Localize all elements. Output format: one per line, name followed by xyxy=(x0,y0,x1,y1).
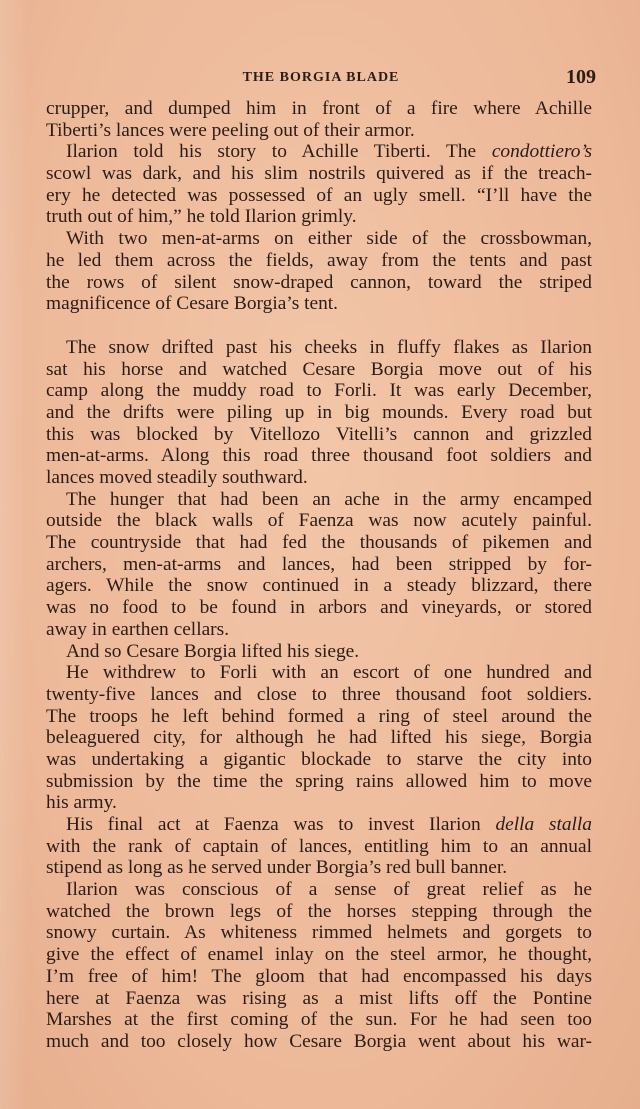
text-line: Ilarion told his story to Achille Tiberti. The condottiero’s xyxy=(66,141,592,163)
text-line: And so Cesare Borgia lifted his siege. xyxy=(66,640,360,662)
text-line: submission by the time the spring rains allowed him to move xyxy=(46,770,592,792)
text-line: camp along the muddy road to Forli. It was early December, xyxy=(46,380,592,402)
text-line: Ilarion was conscious of a sense of great relief as he xyxy=(66,879,592,901)
page-crease xyxy=(0,0,28,1109)
text-line: crupper, and dumped him in front of a fire where Achille xyxy=(46,98,592,119)
text-line: his army. xyxy=(46,792,117,814)
text-line: away in earthen cellars. xyxy=(46,618,230,640)
text-line: agers. While the snow continued in a steady blizzard, there xyxy=(46,575,592,597)
text-line: the rows of silent snow-draped cannon, toward the striped xyxy=(46,271,592,293)
page-header xyxy=(46,66,596,94)
text-line: this was blocked by Vitellozo Vitelli’s cannon and grizzled xyxy=(46,423,592,445)
text-line: ery he detected was possessed of an ugly smell. “I’ll have the xyxy=(46,184,592,206)
text-line: here at Faenza was rising as a mist lifts off the Pontine xyxy=(46,987,592,1009)
text-line: Marshes at the first coming of the sun. For he had seen too xyxy=(46,1009,592,1031)
text-line: The hunger that had been an ache in the army encamped xyxy=(66,488,592,510)
text-line: he led them across the fields, away from the tents and past xyxy=(46,249,592,271)
text-line: The countryside that had fed the thousands of pikemen and xyxy=(46,532,592,554)
text-line: was undertaking a gigantic blockade to starve the city into xyxy=(46,748,592,770)
body-text xyxy=(46,98,592,1053)
text-line: was no food to be found in arbors and vineyards, or stored xyxy=(46,597,592,619)
text-line: His final act at Faenza was to invest Ilarion della stalla xyxy=(66,814,592,835)
text-line: outside the black walls of Faenza was now acutely painful. xyxy=(46,510,592,532)
text-line: He withdrew to Forli with an escort of one hundred and xyxy=(66,662,592,684)
text-line: watched the brown legs of the horses stepping through the xyxy=(46,900,592,922)
text-line: snowy curtain. As whiteness rimmed helmets and gorgets to xyxy=(46,922,592,944)
running-title: THE BORGIA BLADE xyxy=(242,70,400,85)
page-number: 109 xyxy=(566,66,596,88)
text-line: magnificence of Cesare Borgia’s tent. xyxy=(46,293,339,315)
text-line: give the effect of enamel inlay on the steel armor, he thought, xyxy=(46,944,592,966)
text-line: with the rank of captain of lances, entitling him to an annual xyxy=(46,835,592,857)
text-line: men-at-arms. Along this road three thousand foot soldiers and xyxy=(46,445,592,467)
text-line: stipend as long as he served under Borgia’s red bull banner. xyxy=(46,857,508,879)
text-line: scowl was dark, and his slim nostrils quivered as if the treach- xyxy=(46,163,592,185)
text-line: With two men-at-arms on either side of the crossbowman, xyxy=(66,228,592,250)
text-line: archers, men-at-arms and lances, had been stripped by for- xyxy=(46,553,592,575)
text-line: sat his horse and watched Cesare Borgia move out of his xyxy=(46,358,592,380)
text-line: twenty-five lances and close to three thousand foot soldiers. xyxy=(46,683,592,705)
text-line: beleaguered city, for although he had lifted his siege, Borgia xyxy=(46,727,592,749)
text-line: I’m free of him! The gloom that had encompassed his days xyxy=(46,965,592,987)
text-line: much and too closely how Cesare Borgia went about his war- xyxy=(46,1030,592,1052)
text-line: truth out of him,” he told Ilarion grimly. xyxy=(46,206,357,228)
text-line: The snow drifted past his cheeks in fluffy flakes as Ilarion xyxy=(66,336,592,358)
text-line: and the drifts were piling up in big mounds. Every road but xyxy=(46,401,592,423)
text-line: Tiberti’s lances were peeling out of their armor. xyxy=(46,119,415,141)
text-line: lances moved steadily southward. xyxy=(46,467,308,488)
text-line: The troops he left behind formed a ring of steel around the xyxy=(46,705,592,727)
section-break xyxy=(46,315,592,337)
